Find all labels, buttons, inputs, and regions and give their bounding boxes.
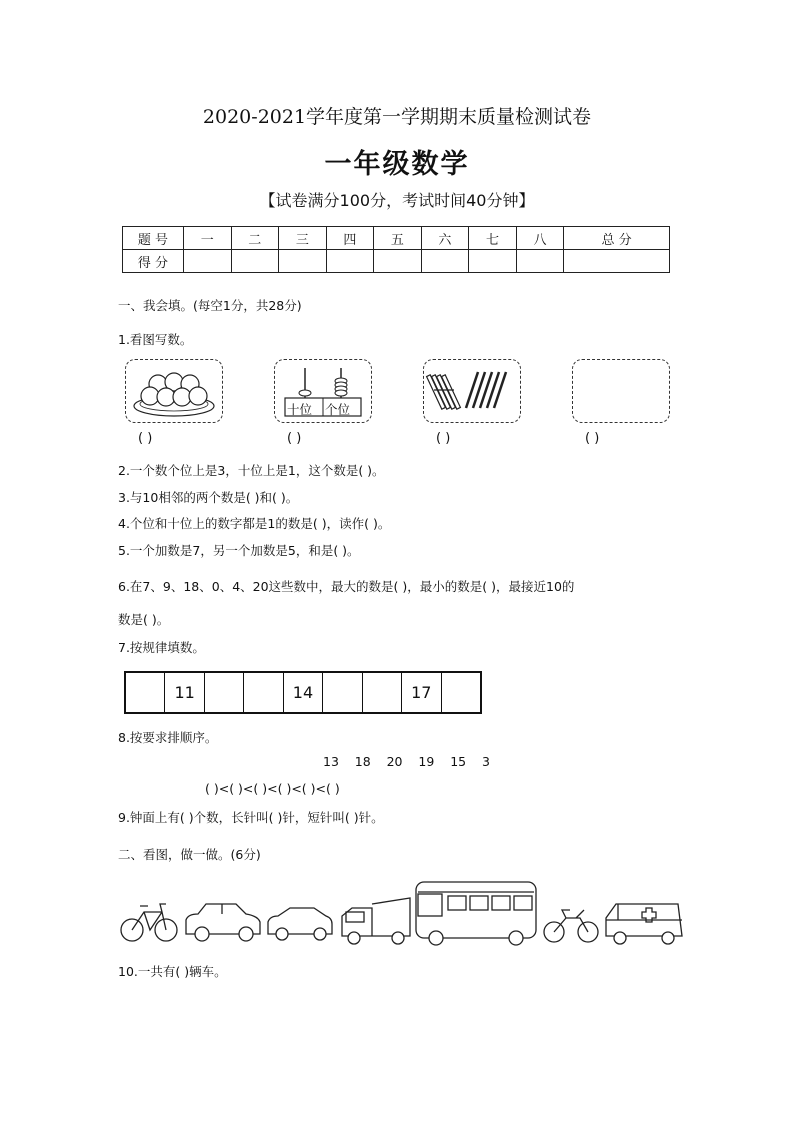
question-8: 8.按要求排顺序。 [118, 730, 218, 745]
exam-note: 【试卷满分100分，考试时间40分钟】 [259, 191, 535, 210]
score-cell: 六 [421, 227, 469, 250]
picture-box-abacus [274, 359, 372, 423]
score-input-cell[interactable] [374, 250, 422, 273]
sequence-cell[interactable] [126, 673, 165, 712]
subject-title: 一年级数学 [324, 149, 470, 180]
score-cell: 五 [374, 227, 422, 250]
counting-sticks-icon [424, 360, 520, 422]
q8-numbers: 13 18 20 19 15 3 [323, 754, 490, 769]
score-input-cell[interactable] [231, 250, 279, 273]
bus-icon [416, 882, 536, 945]
ambulance-icon [606, 904, 682, 944]
score-cell: 三 [279, 227, 327, 250]
sequence-cell[interactable] [363, 673, 402, 712]
sequence-cell[interactable] [442, 673, 480, 712]
score-input-cell[interactable] [516, 250, 564, 273]
abacus-ones-label: 个位 [325, 402, 351, 417]
q8-order-blanks[interactable]: ( )<( )<( )<( )<( )<( ) [205, 781, 340, 796]
truck-icon [342, 898, 410, 944]
score-table-header-row [123, 227, 670, 250]
question-3: 3.与10相邻的两个数是( )和( )。 [118, 490, 299, 505]
vehicles-illustration [118, 878, 688, 946]
answer-blank-3[interactable]: ( ) [436, 431, 451, 446]
question-5: 5.一个加数是7，另一个加数是5，和是( )。 [118, 543, 360, 558]
car-icon [186, 904, 260, 941]
question-2: 2.一个数个位上是3，十位上是1，这个数是( )。 [118, 463, 385, 478]
abacus-tens-label: 十位 [287, 402, 313, 417]
score-input-cell[interactable] [279, 250, 327, 273]
answer-blank-2[interactable]: ( ) [287, 431, 302, 446]
sequence-cell[interactable] [323, 673, 362, 712]
score-cell: 七 [469, 227, 517, 250]
answer-blank-4[interactable]: ( ) [585, 431, 600, 446]
bicycle-icon [121, 904, 177, 941]
score-input-cell[interactable] [469, 250, 517, 273]
motorcycle-icon [544, 910, 598, 942]
sequence-boxes [124, 671, 482, 714]
sequence-cell: 11 [165, 673, 204, 712]
picture-box-fruit [125, 359, 223, 423]
score-input-cell[interactable] [184, 250, 232, 273]
question-1: 1.看图写数。 [118, 332, 193, 347]
sequence-cell: 14 [284, 673, 323, 712]
score-table-score-row [123, 250, 670, 273]
score-cell: 二 [231, 227, 279, 250]
question-6-continued: 数是( )。 [118, 612, 170, 627]
suv-icon [268, 908, 332, 940]
score-cell: 总 分 [564, 227, 670, 250]
question-9: 9.钟面上有( )个数，长针叫( )针，短针叫( )针。 [118, 810, 384, 825]
picture-box-sticks [423, 359, 521, 423]
score-cell: 一 [184, 227, 232, 250]
question-7: 7.按规律填数。 [118, 640, 205, 655]
score-input-cell[interactable] [326, 250, 374, 273]
question-10: 10.一共有( )辆车。 [118, 964, 227, 979]
score-row-label: 得 分 [123, 250, 184, 273]
score-input-cell[interactable] [564, 250, 670, 273]
score-cell: 题 号 [123, 227, 184, 250]
score-input-cell[interactable] [421, 250, 469, 273]
question-4: 4.个位和十位上的数字都是1的数是( )，读作( )。 [118, 516, 391, 531]
sequence-cell: 17 [402, 673, 441, 712]
sequence-cell[interactable] [244, 673, 283, 712]
exam-title: 2020-2021学年度第一学期期末质量检测试卷 [202, 106, 592, 128]
question-6: 6.在7、9、18、0、4、20这些数中，最大的数是( )，最小的数是( )，最接近10的 [118, 579, 575, 594]
score-cell: 八 [516, 227, 564, 250]
fruit-plate-icon [126, 360, 222, 422]
score-table [122, 226, 670, 273]
answer-blank-1[interactable]: ( ) [138, 431, 153, 446]
score-cell: 四 [326, 227, 374, 250]
section2-heading: 二、看图，做一做。(6分) [118, 847, 261, 862]
sequence-cell[interactable] [205, 673, 244, 712]
section1-heading: 一、我会填。(每空1分，共28分) [118, 298, 302, 313]
picture-box-empty [572, 359, 670, 423]
